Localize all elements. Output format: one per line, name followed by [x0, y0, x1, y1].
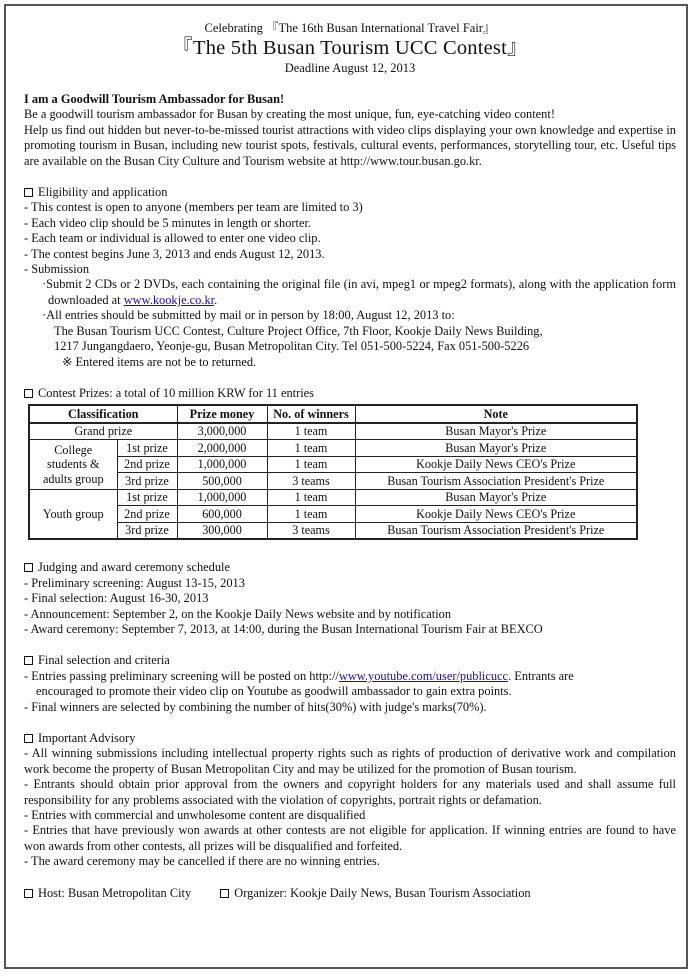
table-row: [29, 456, 637, 473]
checkbox-icon: [24, 563, 33, 572]
table-cell: Busan Tourism Association President's Prize: [355, 473, 637, 490]
checkbox-icon: [24, 734, 33, 743]
selection-item-1-cont: encouraged to promote their video clip on Youtube as goodwill ambassador to gain extra points.: [36, 684, 512, 699]
advisory-title: [24, 731, 676, 746]
table-cell: Busan Mayor's Prize: [355, 489, 637, 506]
eligibility-item: - The contest begins June 3, 2013 and ends August 12, 2013.: [24, 246, 325, 261]
selection-item-1-text: - Entries passing preliminary screening will be posted on http://: [24, 668, 339, 683]
judging-item: - Award ceremony: September 7, 2013, at 14:00, during the Busan International Tourism Fair at BEXCO: [24, 621, 543, 636]
table-cell: 1 team: [267, 423, 355, 440]
table-header-cell: No. of winners: [267, 405, 355, 423]
table-cell: 3rd prize: [117, 473, 177, 490]
table-row: [29, 489, 637, 506]
table-cell: 3 teams: [267, 522, 355, 539]
table-cell: Grand prize: [29, 423, 177, 440]
table-cell: 1 team: [267, 440, 355, 457]
footer-host: [24, 886, 191, 901]
eligibility-title: [24, 185, 676, 200]
table-row: [29, 473, 637, 490]
eligibility-item: - Each video clip should be 5 minutes in length or shorter.: [24, 215, 311, 230]
submission-address-1: The Busan Tourism UCC Contest, Culture Project Office, 7th Floor, Kookje Daily News Building,: [54, 323, 543, 338]
eligibility-item: - This contest is open to anyone (members per team are limited to 3): [24, 200, 363, 215]
checkbox-icon: [24, 188, 33, 197]
footer-organizer: [220, 886, 530, 901]
footer-organizer-text: Organizer: Kookje Daily News, Busan Tourism Association: [234, 885, 531, 900]
table-cell: 1 team: [267, 489, 355, 506]
intro-paragraph: Help us find out hidden but never-to-be-missed tourist attractions with video clips displaying your own knowledge and expertise in promoting tourism in Busan, including new tourist spots, festivals, cultural events, performances, storytelling tour, etc. Useful tips are available on the Busan City Culture and Tourism website at http://www.tour.busan.go.kr.: [24, 122, 676, 168]
table-cell: Kookje Daily News CEO's Prize: [355, 506, 637, 523]
table-cell: 300,000: [177, 522, 267, 539]
checkbox-icon: [24, 656, 33, 665]
table-row: [29, 506, 637, 523]
eligibility-item: - Submission: [24, 262, 90, 277]
table-row: [29, 440, 637, 457]
selection-title-text: Final selection and criteria: [38, 653, 170, 668]
table-row: [29, 423, 637, 440]
table-header-cell: Prize money: [177, 405, 267, 423]
group-cell: College students & adults group: [29, 440, 117, 490]
table-cell: 1 team: [267, 456, 355, 473]
judging-title-text: Judging and award ceremony schedule: [38, 560, 230, 575]
submission-item-1-text: ·Submit 2 CDs or 2 DVDs, each containing the original file (in avi, mpeg1 or mpeg2 formats), along with the application form downloaded at: [42, 277, 676, 307]
advisory-title-text: Important Advisory: [38, 730, 136, 745]
table-cell: 3 teams: [267, 473, 355, 490]
table-cell: 3,000,000: [177, 423, 267, 440]
eligibility-title-text: Eligibility and application: [38, 185, 168, 200]
document-page: [4, 4, 688, 969]
judging-item: - Preliminary screening: August 13-15, 2013: [24, 575, 245, 590]
footer: [24, 886, 676, 901]
selection-section: [24, 653, 676, 715]
table-cell: 600,000: [177, 506, 267, 523]
prizes-title: [24, 386, 676, 401]
table-cell: 500,000: [177, 473, 267, 490]
submission-item-2: ·All entries should be submitted by mail or in person by 18:00, August 12, 2013 to:: [42, 308, 455, 323]
table-header-cell: Note: [355, 405, 637, 423]
checkbox-icon: [24, 889, 33, 898]
intro-heading: I am a Goodwill Tourism Ambassador for Busan!: [24, 92, 285, 106]
submission-item-1-end: .: [214, 292, 218, 307]
group-cell: Youth group: [29, 489, 117, 539]
table-header-cell: Classification: [29, 405, 177, 423]
page-title: 『The 5th Busan Tourism UCC Contest』: [172, 37, 528, 59]
table-cell: Busan Mayor's Prize: [355, 423, 637, 440]
judging-title: [24, 560, 676, 575]
table-cell: 1st prize: [117, 440, 177, 457]
table-cell: 1 team: [267, 506, 355, 523]
advisory-item: - The award ceremony may be cancelled if there are no winning entries.: [24, 854, 380, 869]
eligibility-item: - Each team or individual is allowed to enter one video clip.: [24, 231, 321, 246]
judging-item: - Final selection: August 16-30, 2013: [24, 591, 209, 606]
table-cell: Busan Tourism Association President's Prize: [355, 522, 637, 539]
selection-item-1: [24, 669, 676, 684]
table-row: [29, 522, 637, 539]
judging-item: - Announcement: September 2, on the Kookje Daily News website and by notification: [24, 606, 452, 621]
youtube-link[interactable]: www.youtube.com/user/publicucc: [338, 668, 509, 683]
footer-host-text: Host: Busan Metropolitan City: [38, 885, 192, 900]
deadline: Deadline August 12, 2013: [284, 61, 416, 75]
table-cell: 1,000,000: [177, 489, 267, 506]
submission-item-1: [24, 277, 676, 308]
advisory-section: [24, 731, 676, 870]
submission-note: ※ Entered items are not be to returned.: [62, 354, 257, 369]
document-content: [24, 20, 676, 901]
prizes-table: [28, 404, 638, 540]
table-cell: 2nd prize: [117, 456, 177, 473]
table-header-row: [29, 405, 637, 423]
intro-line: Be a goodwill tourism ambassador for Busan by creating the most unique, fun, eye-catching video content!: [24, 107, 555, 122]
table-cell: Kookje Daily News CEO's Prize: [355, 456, 637, 473]
checkbox-icon: [24, 389, 33, 398]
header-celebrating: Celebrating 『The 16th Busan International Travel Fair』: [204, 21, 496, 35]
table-cell: 2nd prize: [117, 506, 177, 523]
prizes-title-text: Contest Prizes: a total of 10 million KRW for 11 entries: [38, 385, 314, 400]
table-cell: 1,000,000: [177, 456, 267, 473]
table-cell: 3rd prize: [117, 522, 177, 539]
advisory-item: - All winning submissions including intellectual property rights such as rights of production of derivative work and compilation work become the property of Busan Metropolitan City and may be utilized for the promotion of Busan tourism.: [24, 746, 676, 776]
kookje-link[interactable]: www.kookje.co.kr: [123, 292, 215, 307]
advisory-item: - Entrants should obtain prior approval from the owners and copyright holders for any materials used and shall assume full responsibility for any problems associated with the violation of copyrights, portrait rights or defamation.: [24, 777, 676, 807]
table-cell: Busan Mayor's Prize: [355, 440, 637, 457]
eligibility-section: [24, 185, 676, 370]
submission-address-2: 1217 Jungangdaero, Yeonje-gu, Busan Metropolitan City. Tel 051-500-5224, Fax 051-500-5226: [54, 339, 530, 354]
selection-title: [24, 653, 676, 668]
checkbox-icon: [220, 889, 229, 898]
selection-item-2: - Final winners are selected by combining the number of hits(30%) with judge's marks(70%).: [24, 699, 487, 714]
selection-item-1-end: . Entrants are: [508, 668, 574, 683]
table-cell: 2,000,000: [177, 440, 267, 457]
advisory-item: - Entries that have previously won awards at other contests are not eligible for application. If winning entries are found to have won awards from other contests, all prizes will be disqualified and forfeited.: [24, 823, 676, 853]
prizes-section: [24, 386, 676, 540]
advisory-item: - Entries with commercial and unwholesome content are disqualified: [24, 808, 366, 822]
judging-section: [24, 560, 676, 637]
table-cell: 1st prize: [117, 489, 177, 506]
